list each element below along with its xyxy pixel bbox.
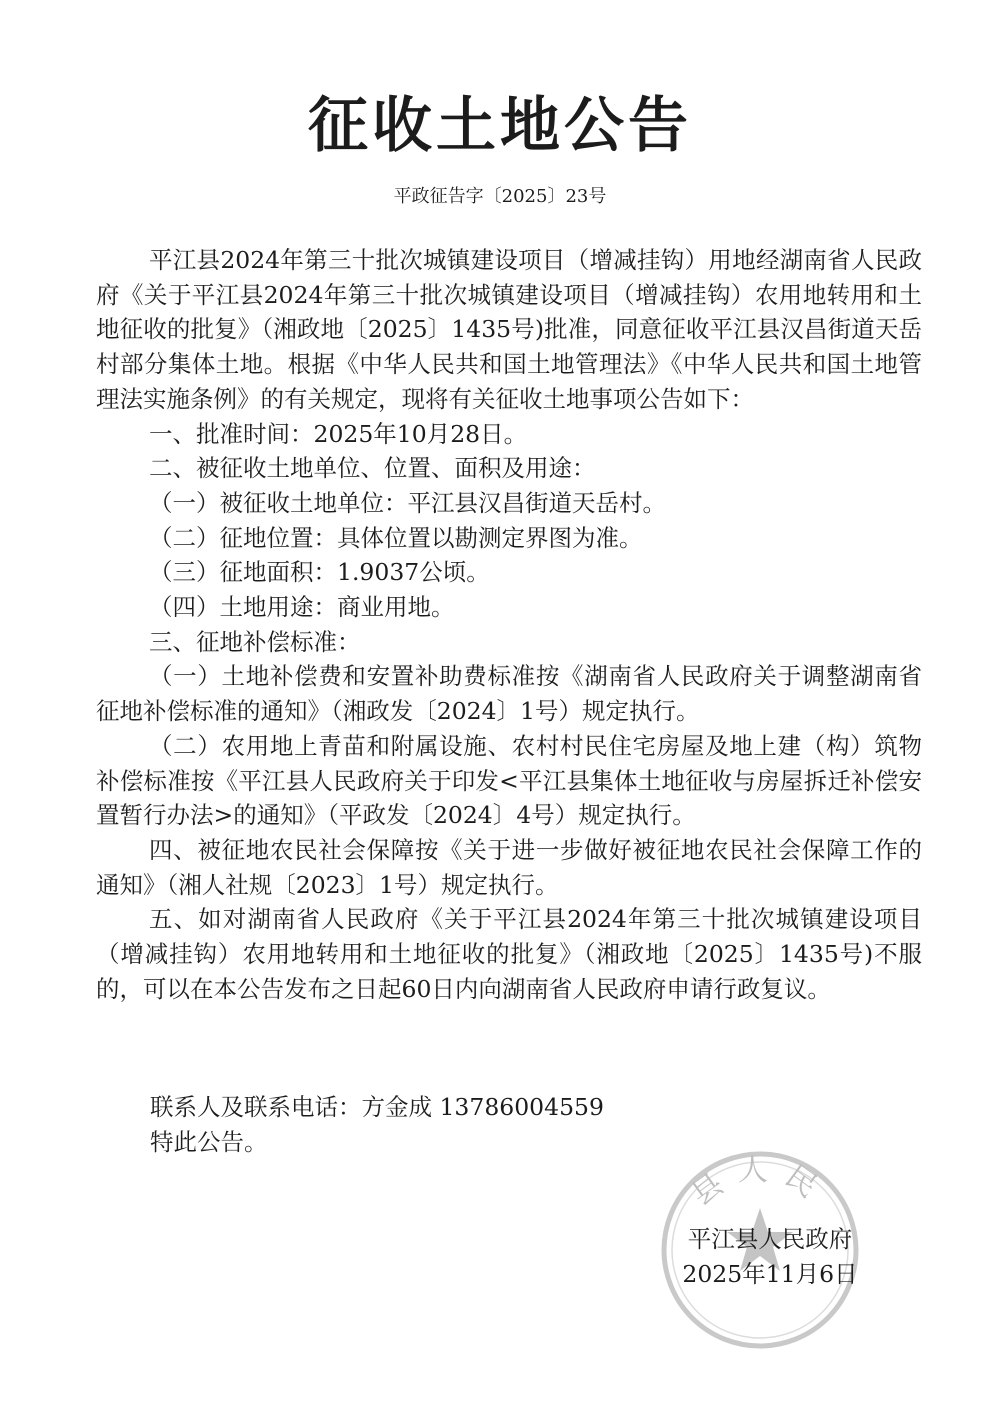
closing-line: 特此公告。 — [150, 1127, 268, 1156]
social-security-item: 四、被征地农民社会保障按《关于进一步做好被征地农民社会保障工作的通知》（湘人社规〔2023〕1号）规定执行。 — [96, 835, 922, 899]
contact-line: 联系人及联系电话：方金成 13786004559 — [150, 1093, 604, 1121]
appeal-item: 五、如对湖南省人民政府《关于平江县2024年第三十批次城镇建设项目（增减挂钩）农用地转用和土地征收的批复》（湘政地〔2025〕1435号)不服的，可以在本公告发布之日起60日内向湖南省人民政府申请行政复议。 — [96, 905, 922, 1003]
land-area-item: （三）征地面积：1.9037公顷。 — [149, 558, 490, 587]
compensation-item-1: （一）土地补偿费和安置补助费标准按《湖南省人民政府关于调整湖南省征地补偿标准的通知》（湘政发〔2024〕1号）规定执行。 — [96, 662, 922, 726]
notice-body — [96, 243, 922, 1006]
approval-time-item: 一、批准时间：2025年10月28日。 — [149, 419, 528, 448]
compensation-heading: 三、征地补偿标准： — [149, 627, 361, 656]
issue-date: 2025年11月6日 — [682, 1259, 858, 1288]
land-unit-item: （一）被征收土地单位：平江县汉昌街道天岳村。 — [149, 488, 666, 517]
contact-block — [150, 1090, 850, 1159]
signature-block — [620, 1222, 920, 1291]
document-number: 平政征告字〔2025〕23号 — [393, 186, 607, 207]
seal-arc-text: 县人民 — [685, 1153, 835, 1213]
compensation-item-2: （二）农用地上青苗和附属设施、农村村民住宅房屋及地上建（构）筑物补偿标准按《平江县人民政府关于印发<平江县集体土地征收与房屋拆迁补偿安置暂行办法>的通知》（平政发〔2024〕4号）规定执行。 — [96, 731, 922, 830]
intro-paragraph: 平江县2024年第三十批次城镇建设项目（增减挂钩）用地经湖南省人民政府《关于平江县2024年第三十批次城镇建设项目（增减挂钩）农用地转用和土地征收的批复》（湘政地〔2025〕1435号)批准，同意征收平江县汉昌街道天岳村部分集体土地。根据《中华人民共和国土地管理法》《中华人民共和国土地管理法实施条例》的有关规定，现将有关征收土地事项公告如下： — [96, 246, 922, 413]
svg-text:县人民 — [685, 1153, 835, 1213]
issuer-name: 平江县人民政府 — [687, 1225, 853, 1253]
land-use-item: （四）土地用途：商业用地。 — [149, 593, 455, 622]
notice-title: 征收土地公告 — [308, 91, 692, 161]
land-section-heading: 二、被征收土地单位、位置、面积及用途： — [149, 454, 596, 483]
land-location-item: （二）征地位置：具体位置以勘测定界图为准。 — [149, 523, 643, 552]
